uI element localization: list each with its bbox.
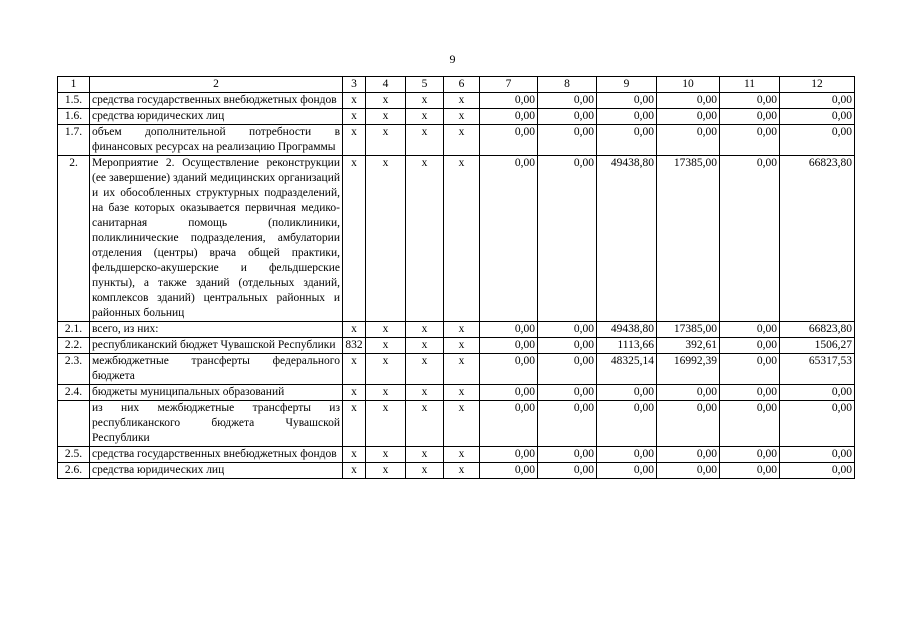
cell-value: 65317,53 — [780, 354, 855, 385]
cell-value: 0,00 — [538, 463, 597, 479]
cell-value: 0,00 — [657, 125, 720, 156]
column-header: 9 — [597, 77, 657, 93]
cell-value: 0,00 — [597, 385, 657, 401]
cell-code: x — [366, 322, 406, 338]
cell-value: 0,00 — [720, 385, 780, 401]
table-row — [58, 463, 855, 479]
cell-code: x — [366, 354, 406, 385]
cell-value: 0,00 — [780, 125, 855, 156]
cell-value: 0,00 — [538, 109, 597, 125]
cell-value: 0,00 — [657, 109, 720, 125]
table-row — [58, 385, 855, 401]
cell-code: x — [366, 125, 406, 156]
row-description: из них межбюджетные трансферты из республиканского бюджета Чувашской Республики — [90, 401, 343, 447]
row-description: средства юридических лиц — [90, 109, 343, 125]
cell-value: 392,61 — [657, 338, 720, 354]
cell-value: 0,00 — [480, 354, 538, 385]
cell-value: 0,00 — [480, 401, 538, 447]
row-number: 1.5. — [58, 93, 90, 109]
cell-code: x — [406, 463, 444, 479]
cell-code: x — [406, 156, 444, 322]
cell-value: 0,00 — [780, 109, 855, 125]
row-number: 2.4. — [58, 385, 90, 401]
cell-code: x — [343, 322, 366, 338]
table-row — [58, 125, 855, 156]
cell-value: 66823,80 — [780, 322, 855, 338]
row-number: 1.7. — [58, 125, 90, 156]
row-description: средства государственных внебюджетных фондов — [90, 447, 343, 463]
cell-code: x — [366, 338, 406, 354]
row-description: средства государственных внебюджетных фондов — [90, 93, 343, 109]
cell-value: 0,00 — [597, 109, 657, 125]
cell-value: 0,00 — [597, 93, 657, 109]
cell-code: x — [406, 354, 444, 385]
row-description: Мероприятие 2. Осуществление реконструкции (ее завершение) зданий медицинских организаций и их обособленных структурных подразделений, на базе которых оказывается первичная медико-санитарная помощь (поликлиники, поликлинические подразделения, амбулатории отделения (центры) врача общей практики, фельдшерско-акушерские и фельдшерские пункты), а также зданий (отдельных зданий, комплексов зданий) центральных районных и районных больниц — [90, 156, 343, 322]
cell-code: x — [343, 401, 366, 447]
cell-value: 0,00 — [720, 338, 780, 354]
cell-code: x — [366, 109, 406, 125]
cell-code: x — [406, 125, 444, 156]
column-header: 8 — [538, 77, 597, 93]
row-number — [58, 401, 90, 447]
row-description: объем дополнительной потребности в финансовых ресурсах на реализацию Программы — [90, 125, 343, 156]
table-row — [58, 354, 855, 385]
cell-code: x — [444, 338, 480, 354]
cell-value: 0,00 — [720, 354, 780, 385]
table-row — [58, 322, 855, 338]
cell-value: 0,00 — [720, 93, 780, 109]
cell-code: x — [366, 447, 406, 463]
row-number: 2.3. — [58, 354, 90, 385]
cell-value: 0,00 — [657, 93, 720, 109]
cell-code: x — [444, 125, 480, 156]
cell-code: x — [343, 354, 366, 385]
cell-code: x — [444, 322, 480, 338]
cell-value: 0,00 — [657, 463, 720, 479]
cell-value: 0,00 — [657, 385, 720, 401]
cell-value: 0,00 — [597, 447, 657, 463]
cell-value: 1506,27 — [780, 338, 855, 354]
cell-value: 0,00 — [720, 447, 780, 463]
column-header: 5 — [406, 77, 444, 93]
cell-value: 49438,80 — [597, 322, 657, 338]
column-header: 2 — [90, 77, 343, 93]
cell-value: 49438,80 — [597, 156, 657, 322]
row-number: 1.6. — [58, 109, 90, 125]
row-number: 2.1. — [58, 322, 90, 338]
cell-code: x — [343, 125, 366, 156]
cell-code: x — [444, 156, 480, 322]
cell-value: 0,00 — [538, 354, 597, 385]
cell-value: 17385,00 — [657, 156, 720, 322]
cell-code: x — [444, 354, 480, 385]
cell-value: 0,00 — [538, 338, 597, 354]
cell-value: 0,00 — [538, 322, 597, 338]
cell-code: x — [406, 447, 444, 463]
cell-value: 0,00 — [720, 401, 780, 447]
cell-value: 0,00 — [480, 93, 538, 109]
column-header: 11 — [720, 77, 780, 93]
table-header-row — [58, 77, 855, 93]
cell-code: 832 — [343, 338, 366, 354]
cell-value: 66823,80 — [780, 156, 855, 322]
cell-code: x — [343, 93, 366, 109]
cell-code: x — [343, 447, 366, 463]
cell-code: x — [366, 385, 406, 401]
column-header: 12 — [780, 77, 855, 93]
cell-value: 0,00 — [720, 463, 780, 479]
cell-value: 0,00 — [780, 447, 855, 463]
row-description: средства юридических лиц — [90, 463, 343, 479]
table-row — [58, 401, 855, 447]
table-row — [58, 93, 855, 109]
cell-value: 0,00 — [480, 447, 538, 463]
cell-code: x — [343, 385, 366, 401]
cell-value: 0,00 — [597, 125, 657, 156]
cell-value: 0,00 — [538, 385, 597, 401]
cell-value: 0,00 — [720, 322, 780, 338]
cell-code: x — [444, 93, 480, 109]
column-header: 10 — [657, 77, 720, 93]
cell-value: 16992,39 — [657, 354, 720, 385]
cell-code: x — [343, 156, 366, 322]
table-row — [58, 156, 855, 322]
cell-code: x — [366, 156, 406, 322]
cell-value: 0,00 — [720, 109, 780, 125]
cell-code: x — [366, 401, 406, 447]
cell-value: 17385,00 — [657, 322, 720, 338]
cell-value: 0,00 — [480, 156, 538, 322]
cell-value: 0,00 — [657, 401, 720, 447]
cell-value: 0,00 — [480, 463, 538, 479]
cell-code: x — [406, 109, 444, 125]
column-header: 6 — [444, 77, 480, 93]
cell-code: x — [406, 322, 444, 338]
column-header: 7 — [480, 77, 538, 93]
cell-code: x — [406, 401, 444, 447]
cell-value: 0,00 — [597, 401, 657, 447]
cell-value: 0,00 — [538, 156, 597, 322]
cell-value: 0,00 — [538, 401, 597, 447]
cell-code: x — [343, 109, 366, 125]
cell-code: x — [343, 463, 366, 479]
cell-value: 0,00 — [480, 125, 538, 156]
cell-code: x — [444, 447, 480, 463]
cell-code: x — [444, 463, 480, 479]
column-header: 1 — [58, 77, 90, 93]
cell-code: x — [406, 385, 444, 401]
cell-value: 1113,66 — [597, 338, 657, 354]
row-description: бюджеты муниципальных образований — [90, 385, 343, 401]
row-description: всего, из них: — [90, 322, 343, 338]
page-number: 9 — [449, 52, 456, 66]
column-header: 4 — [366, 77, 406, 93]
row-number: 2.5. — [58, 447, 90, 463]
row-number: 2.2. — [58, 338, 90, 354]
cell-value: 0,00 — [720, 156, 780, 322]
row-description: республиканский бюджет Чувашской Республики — [90, 338, 343, 354]
cell-value: 0,00 — [657, 447, 720, 463]
cell-value: 0,00 — [538, 125, 597, 156]
cell-value: 0,00 — [780, 401, 855, 447]
table-row — [58, 109, 855, 125]
cell-value: 0,00 — [480, 338, 538, 354]
table-row — [58, 447, 855, 463]
row-number: 2. — [58, 156, 90, 322]
cell-value: 0,00 — [780, 93, 855, 109]
cell-value: 0,00 — [538, 93, 597, 109]
cell-code: x — [444, 401, 480, 447]
cell-code: x — [406, 93, 444, 109]
cell-value: 0,00 — [780, 385, 855, 401]
cell-value: 0,00 — [720, 125, 780, 156]
cell-code: x — [366, 93, 406, 109]
column-header: 3 — [343, 77, 366, 93]
cell-code: x — [444, 385, 480, 401]
cell-code: x — [406, 338, 444, 354]
cell-value: 0,00 — [480, 385, 538, 401]
table-row — [58, 338, 855, 354]
cell-value: 0,00 — [480, 322, 538, 338]
cell-code: x — [366, 463, 406, 479]
cell-value: 48325,14 — [597, 354, 657, 385]
cell-value: 0,00 — [597, 463, 657, 479]
cell-value: 0,00 — [538, 447, 597, 463]
cell-code: x — [444, 109, 480, 125]
row-number: 2.6. — [58, 463, 90, 479]
budget-table — [57, 76, 855, 479]
row-description: межбюджетные трансферты федерального бюджета — [90, 354, 343, 385]
cell-value: 0,00 — [480, 109, 538, 125]
cell-value: 0,00 — [780, 463, 855, 479]
